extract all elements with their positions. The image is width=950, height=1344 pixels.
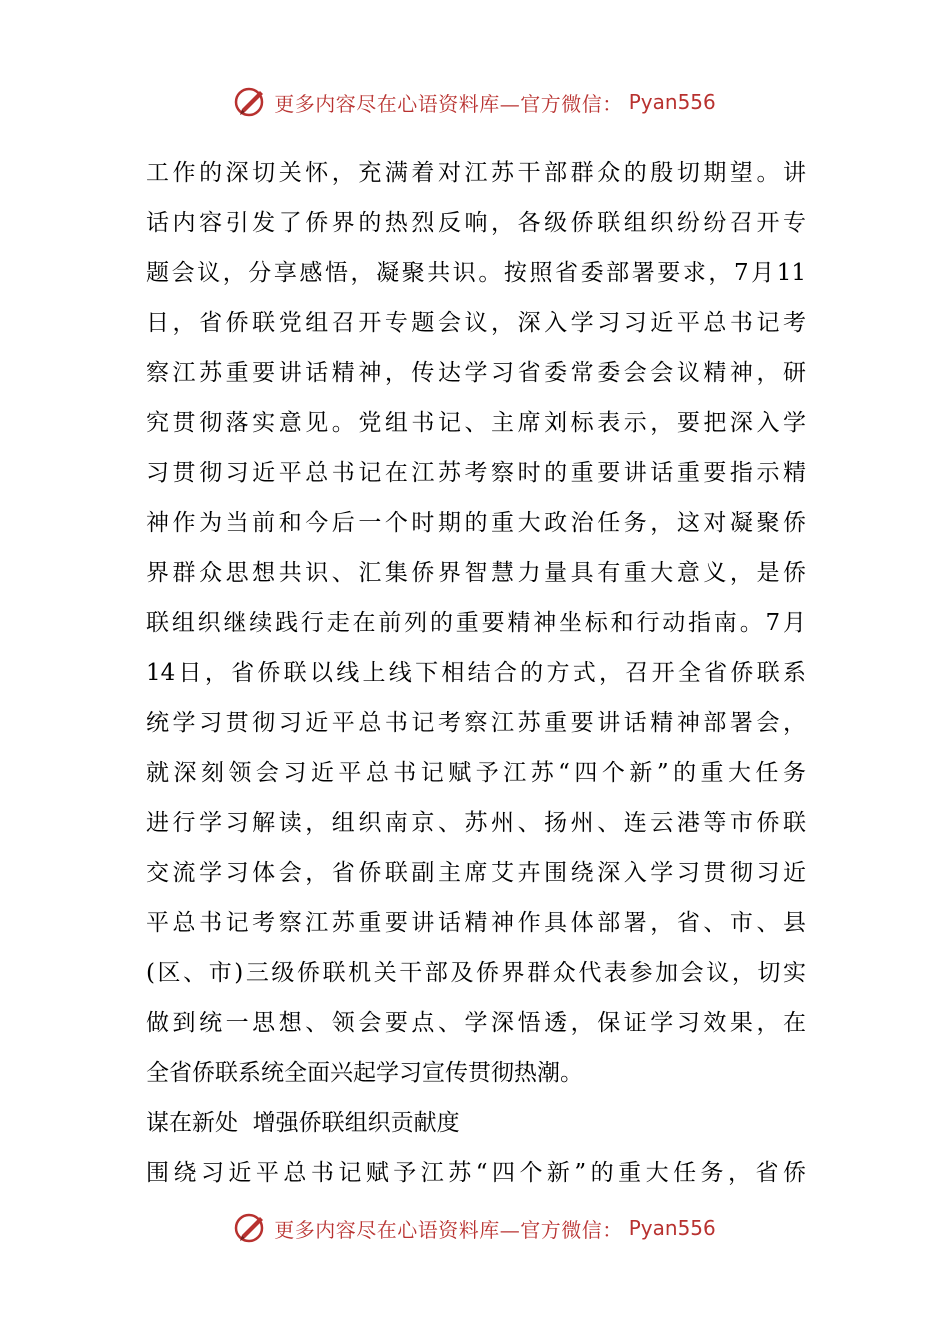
body-line: 联组织继续践行走在前列的重要精神坐标和行动指南。7月 xyxy=(146,610,806,636)
body-line: (区、市)三级侨联机关干部及侨界群众代表参加会议，切实 xyxy=(146,960,806,986)
body-line: 察江苏重要讲话精神，传达学习省委常委会会议精神，研 xyxy=(146,360,806,386)
body-line: 交流学习体会，省侨联副主席艾卉围绕深入学习贯彻习近 xyxy=(146,860,806,886)
body-line: 围绕习近平总书记赋予江苏“四个新”的重大任务，省侨 xyxy=(146,1160,806,1186)
body-line: 界群众思想共识、汇集侨界智慧力量具有重大意义，是侨 xyxy=(146,560,806,586)
body-line: 全省侨联系统全面兴起学习宣传贯彻热潮。 xyxy=(146,1060,583,1086)
body-line: 14日，省侨联以线上线下相结合的方式，召开全省侨联系 xyxy=(146,660,806,686)
footer-banner-contact: Pyan556 xyxy=(628,1216,716,1240)
body-line: 题会议，分享感悟，凝聚共识。按照省委部署要求，7月11 xyxy=(146,260,806,286)
body-line: 工作的深切关怀，充满着对江苏干部群众的殷切期望。讲 xyxy=(146,160,806,186)
body-line: 话内容引发了侨界的热烈反响，各级侨联组织纷纷召开专 xyxy=(146,210,806,236)
section-heading: 谋在新处 增强侨联组织贡献度 xyxy=(146,1110,460,1136)
pen-logo-icon xyxy=(234,1211,268,1245)
body-line: 日，省侨联党组召开专题会议，深入学习习近平总书记考 xyxy=(146,310,806,336)
footer-banner-text: 更多内容尽在心语资料库—官方微信： xyxy=(274,1217,623,1242)
body-line: 究贯彻落实意见。党组书记、主席刘标表示，要把深入学 xyxy=(146,410,806,436)
body-line: 平总书记考察江苏重要讲话精神作具体部署，省、市、县 xyxy=(146,910,806,936)
body-line: 统学习贯彻习近平总书记考察江苏重要讲话精神部署会， xyxy=(146,710,806,736)
header-banner-text: 更多内容尽在心语资料库—官方微信： xyxy=(274,91,623,116)
body-line: 习贯彻习近平总书记在江苏考察时的重要讲话重要指示精 xyxy=(146,460,806,486)
body-line: 就深刻领会习近平总书记赋予江苏“四个新”的重大任务 xyxy=(146,760,806,786)
pen-logo-icon xyxy=(234,85,268,119)
body-line: 神作为当前和今后一个时期的重大政治任务，这对凝聚侨 xyxy=(146,510,806,536)
document-body xyxy=(146,148,806,1198)
footer-watermark-banner xyxy=(0,1208,950,1248)
body-line: 进行学习解读，组织南京、苏州、扬州、连云港等市侨联 xyxy=(146,810,806,836)
header-watermark-banner xyxy=(0,82,950,122)
header-banner-contact: Pyan556 xyxy=(628,90,716,114)
body-line: 做到统一思想、领会要点、学深悟透，保证学习效果，在 xyxy=(146,1010,806,1036)
